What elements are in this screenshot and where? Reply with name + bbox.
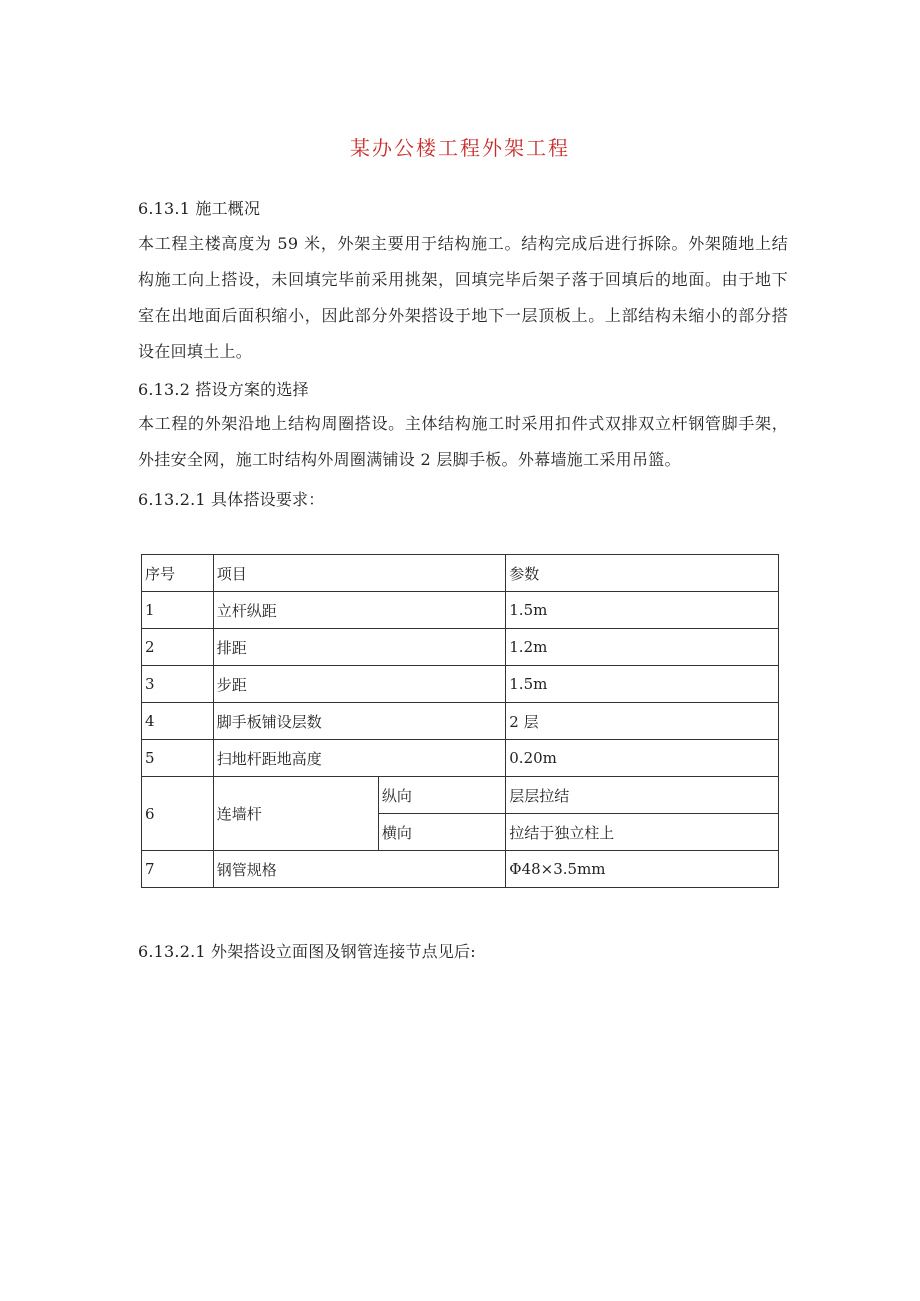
cell-value: 1.2m xyxy=(506,629,779,666)
cell-value: 2 层 xyxy=(506,703,779,740)
table-header-row xyxy=(142,555,779,592)
cell-value: 0.20m xyxy=(506,740,779,777)
document-title: 某办公楼工程外架工程 xyxy=(350,136,570,160)
cell-subitem: 纵向 xyxy=(378,777,505,814)
cell-no: 6 xyxy=(142,777,214,851)
cell-no: 4 xyxy=(142,703,214,740)
cell-no: 5 xyxy=(142,740,214,777)
section-heading-overview: 6.13.1 施工概况 xyxy=(138,199,261,218)
cell-item: 立杆纵距 xyxy=(213,592,506,629)
subsection-heading-requirements: 6.13.2.1 具体搭设要求： xyxy=(138,490,325,509)
section-heading-scheme: 6.13.2 搭设方案的选择 xyxy=(138,380,309,399)
cell-no: 1 xyxy=(142,592,214,629)
header-value: 参数 xyxy=(506,555,779,592)
scheme-paragraph: 本工程的外架沿地上结构周圈搭设。主体结构施工时采用扣件式双排双立杆钢管脚手架，外挂安全网，施工时结构外周圈满铺设 2 层脚手板。外幕墙施工采用吊篮。 xyxy=(138,414,788,469)
cell-no: 2 xyxy=(142,629,214,666)
header-item: 项目 xyxy=(213,555,506,592)
cell-item: 钢管规格 xyxy=(213,851,506,888)
cell-item: 扫地杆距地高度 xyxy=(213,740,506,777)
cell-subitem: 横向 xyxy=(378,814,505,851)
cell-no: 7 xyxy=(142,851,214,888)
overview-paragraph: 本工程主楼高度为 59 米，外架主要用于结构施工。结构完成后进行拆除。外架随地上结构施工向上搭设，未回填完毕前采用挑架，回填完毕后架子落于回填后的地面。由于地下室在出地面后面积缩小，因此部分外架搭设于地下一层顶板上。上部结构未缩小的部分搭设在回填土上。 xyxy=(138,234,788,361)
cell-value: 1.5m xyxy=(506,592,779,629)
table-row xyxy=(142,777,779,814)
cell-value: 1.5m xyxy=(506,666,779,703)
table-row xyxy=(142,666,779,703)
cell-no: 3 xyxy=(142,666,214,703)
header-no: 序号 xyxy=(142,555,214,592)
cell-value: 拉结于独立柱上 xyxy=(506,814,779,851)
subsection-heading-elevation: 6.13.2.1 外架搭设立面图及钢管连接节点见后: xyxy=(138,942,476,961)
table-row xyxy=(142,851,779,888)
table-row xyxy=(142,740,779,777)
scaffold-spec-table xyxy=(141,554,779,888)
table-row xyxy=(142,703,779,740)
cell-item: 排距 xyxy=(213,629,506,666)
cell-item: 步距 xyxy=(213,666,506,703)
table-row xyxy=(142,592,779,629)
cell-value: 层层拉结 xyxy=(506,777,779,814)
cell-item: 连墙杆 xyxy=(213,777,378,851)
cell-value: Φ48×3.5mm xyxy=(506,851,779,888)
table-row xyxy=(142,629,779,666)
cell-item: 脚手板铺设层数 xyxy=(213,703,506,740)
